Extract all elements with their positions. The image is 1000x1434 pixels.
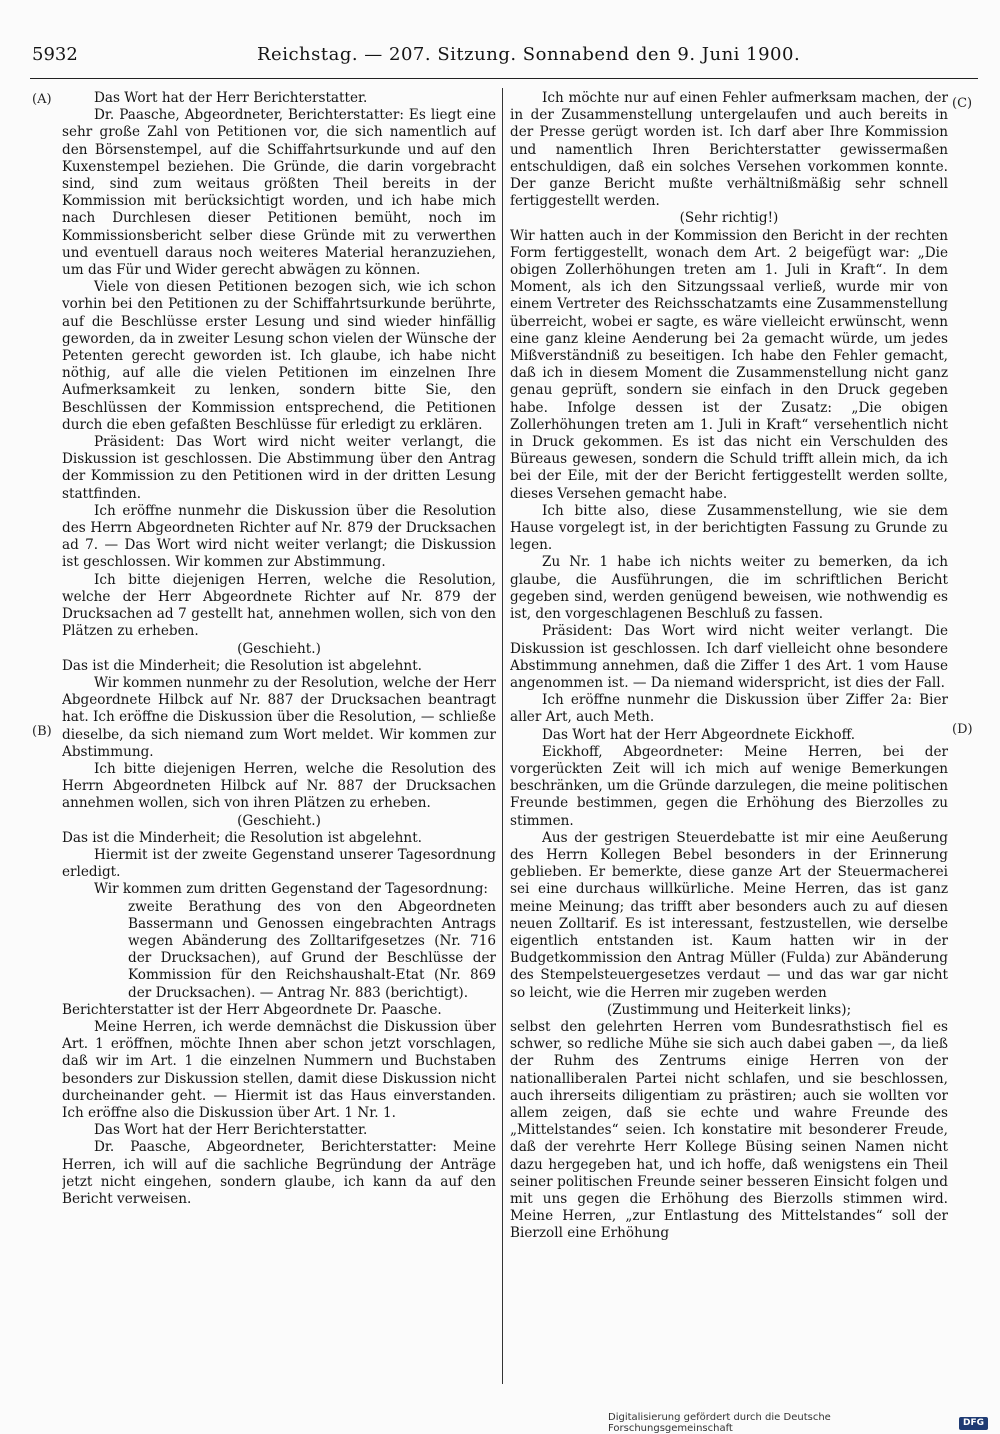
right-column-paragraph: Ich möchte nur auf einen Fehler aufmerksam machen, der in der Zusammenstellung untergelaufen und auch bereits in der Presse gerügt worden ist. Ich darf aber Ihre Kommission und namentlich Ihren Berichterstatter gewissermaßen entschuldigen, daß ein solches Versehen vorkommen konnte. Der ganze Bericht mußte verhältnißmäßig sehr schnell fertiggestellt werden. [510, 90, 948, 210]
left-column-paragraph: Das ist die Minderheit; die Resolution ist abgelehnt. [62, 829, 422, 846]
margin-mark-c: (C) [952, 96, 973, 111]
right-column [510, 90, 948, 1380]
left-column-paragraph: Hiermit ist der zweite Gegenstand unserer Tagesordnung erledigt. [62, 846, 496, 881]
digitization-credit: Digitalisierung gefördert durch die Deutsche Forschungsgemeinschaft [608, 1412, 831, 1434]
left-column-paragraph: (Geschieht.) [237, 812, 321, 829]
left-column-paragraph: zweite Berathung des von den Abgeordneten Bassermann und Genossen eingebrachten Antrags wegen Abänderung des Zolltarifgesetzes (Nr. 716 der Drucksachen), auf Grund der Beschlüsse der Kommission für den Reichshaushalt-Etat (Nr. 869 der Drucksachen). — Antrag Nr. 883 (berichtigt). [128, 898, 496, 1001]
right-column-paragraph: Aus der gestrigen Steuerdebatte ist mir eine Aeußerung des Herrn Kollegen Bebel besonders in der Erinnerung geblieben. Er bemerkte, diese ganze Art der Steuermacherei sei eine durchaus willkürliche. Meine Herren, das ist ganz meine Meinung; das trifft aber besonders auch zu auf diesen neuen Zolltarif. Es ist interessant, festzustellen, wie derselbe eigentlich entstanden ist. Kaum hatten wir in der Budgetkommission den Antrag Müller (Fulda) zur Abänderung des Stempelsteuergesetzes verdaut — und das war gar nicht so leicht, wie die Herren mir zugeben werden [510, 829, 948, 1001]
dfg-logo: DFG [959, 1417, 988, 1430]
left-column-paragraph: Meine Herren, ich werde demnächst die Diskussion über Art. 1 eröffnen, möchte Ihnen aber schon jetzt vorschlagen, daß wir im Art. 1 die einzelnen Nummern und Buchstaben besonders zur Diskussion stellen, damit diese Diskussion nicht durcheinander geht. — Hiermit ist das Haus einverstanden. Ich eröffne also die Diskussion über Art. 1 Nr. 1. [62, 1018, 496, 1121]
right-column-paragraph: Ich bitte also, diese Zusammenstellung, wie sie dem Hause vorgelegt ist, in der berichtigten Fassung zu Grunde zu legen. [510, 502, 948, 554]
margin-mark-a: (A) [32, 92, 52, 107]
footer [608, 1412, 988, 1434]
left-column [62, 90, 496, 1380]
right-column-paragraph: Wir hatten auch in der Kommission den Bericht in der rechten Form fertiggestellt, wonach dem Art. 2 beigefügt war: „Die obigen Zollerhöhungen treten am 1. Juli in Kraft“. In dem Moment, als ich den Sitzungssaal verließ, wurde mir von einem Vertreter des Reichsschatzamts eine Zusammenstellung überreicht, wobei er sagte, es wäre vielleicht erwünscht, wenn eine ganz kleine Aenderung bei 2a gemacht würde, um jedes Mißverständniß zu beseitigen. Ich habe den Fehler gemacht, daß ich in diesem Moment die Zusammenstellung nicht ganz genau geprüft, sondern sie einfach in den Druck gegeben habe. Infolge dessen ist der Zusatz: „Die obigen Zollerhöhungen treten am 1. Juli in Kraft“ versehentlich nicht in Druck gekommen. Es ist das nicht ein Verschulden des Büreaus gewesen, sondern die Schuld trifft allein mich, da ich bei der Eile, mit der der Bericht fertiggestellt werden sollte, dieses Versehen gemacht habe. [510, 227, 948, 502]
left-column-paragraph: Ich bitte diejenigen Herren, welche die Resolution, welche der Herr Abgeordnete Richter auf Nr. 879 der Drucksachen ad 7 gestellt hat, annehmen wollen, sich von den Plätzen zu erheben. [62, 571, 496, 640]
right-column-paragraph: selbst den gelehrten Herren vom Bundesrathstisch fiel es schwer, so redliche Mühe sie sich auch dabei gaben —, da ließ der Ruhm des Zentrums einige Herren von der nationalliberalen Partei nicht schlafen, und sie beschlossen, auch ihrerseits diligentiam zu prästiren; auch sie wollten vor allem zeigen, daß sie echte und wahre Freunde des „Mittelstandes“ seien. Ich konstatire mit besonderer Freude, daß der verehrte Herr Kollege Büsing seinen Namen nicht dazu hergegeben hat, und ich hoffe, daß wenigstens ein Theil seiner politischen Freunde seiner besseren Einsicht folgen und mit uns gegen die Erhöhung des Bierzolls stimmen wird. Meine Herren, „zur Entlastung des Mittelstandes“ soll der Bierzoll eine Erhöhung [510, 1018, 948, 1242]
left-column-paragraph: Präsident: Das Wort wird nicht weiter verlangt, die Diskussion ist geschlossen. Die Abstimmung über den Antrag der Kommission zu den Petitionen wird in der dritten Lesung stattfinden. [62, 434, 496, 502]
left-column-paragraph: Dr. Paasche, Abgeordneter, Berichterstatter: Meine Herren, ich will auf die sachliche Begründung der Anträge jetzt nicht eingehen, sondern glaube, ich kann da auf den Bericht verweisen. [62, 1139, 496, 1207]
page-number: 5932 [32, 44, 78, 65]
left-column-paragraph: Wir kommen zum dritten Gegenstand der Tagesordnung: [94, 881, 489, 898]
left-column-paragraph: (Geschieht.) [237, 640, 321, 657]
left-column-paragraph: Ich eröffne nunmehr die Diskussion über die Resolution des Herrn Abgeordneten Richter auf Nr. 879 der Drucksachen ad 7. — Das Wort wird nicht weiter verlangt; die Diskussion ist geschlossen. Wir kommen zur Abstimmung. [62, 502, 496, 571]
right-column-paragraph: Ich eröffne nunmehr die Diskussion über Ziffer 2a: Bier aller Art, auch Meth. [510, 692, 948, 726]
left-column-paragraph: Das Wort hat der Herr Berichterstatter. [94, 90, 368, 106]
right-column-paragraph: Zu Nr. 1 habe ich nichts weiter zu bemerken, da ich glaube, die Ausführungen, die im schriftlichen Bericht gegeben sind, werden genügend beweisen, wie nothwendig es ist, den vorgeschlagenen Beschluß zu fassen. [510, 554, 948, 623]
running-title: Reichstag. — 207. Sitzung. Sonnabend den 9. Juni 1900. [257, 44, 801, 65]
right-column-paragraph: Eickhoff, Abgeordneter: Meine Herren, bei der vorgerückten Zeit will ich mich auf wenige Bemerkungen beschränken, um die Gründe darzulegen, die meine politischen Freunde bestimmen, gegen die Erhöhung des Bierzolles zu stimmen. [510, 743, 948, 829]
header-rule [30, 78, 978, 79]
left-column-paragraph: Viele von diesen Petitionen bezogen sich, wie ich schon vorhin bei den Petitionen zu der Schiffahrtsurkunde berührte, auf die Beschlüsse erster Lesung und sind wieder hinfällig geworden, da in zweiter Lesung schon vielen der Wünsche der Petenten gerecht geworden ist. Ich glaube, ich habe nicht nöthig, auf alle die vielen Petitionen im einzelnen Ihre Aufmerksamkeit zu lenken, sondern bitte Sie, den Beschlüssen der Kommission entsprechend, die Petitionen durch die eben gefaßten Beschlüsse für erledigt zu erklären. [62, 279, 496, 433]
left-column-paragraph: Ich bitte diejenigen Herren, welche die Resolution des Herrn Abgeordneten Hilbck auf Nr. 887 der Drucksachen annehmen wollen, sich von ihren Plätzen zu erheben. [62, 760, 496, 812]
margin-mark-b: (B) [32, 724, 52, 739]
left-column-paragraph: Das Wort hat der Herr Berichterstatter. [94, 1122, 368, 1139]
right-column-paragraph: Präsident: Das Wort wird nicht weiter verlangt. Die Diskussion ist geschlossen. Ich darf vielleicht ohne besondere Abstimmung annehmen, daß die Ziffer 1 des Art. 1 vom Hause angenommen ist. — Da niemand widerspricht, ist dies der Fall. [510, 623, 948, 691]
margin-mark-d: (D) [952, 722, 973, 737]
column-divider [502, 88, 503, 1384]
right-column-paragraph: (Sehr richtig!) [679, 210, 779, 227]
left-column-paragraph: Das ist die Minderheit; die Resolution ist abgelehnt. [62, 657, 422, 674]
right-column-paragraph: Das Wort hat der Herr Abgeordnete Eickhoff. [542, 726, 856, 743]
left-column-paragraph: Berichterstatter ist der Herr Abgeordnete Dr. Paasche. [62, 1001, 442, 1018]
left-column-paragraph: Dr. Paasche, Abgeordneter, Berichterstatter: Es liegt eine sehr große Zahl von Petitionen vor, die sich namentlich auf den Börsenstempel, auf die Schiffahrtsurkunde und auf den Kuxenstempel beziehen. Die Gründe, die darin vorgebracht sind, sind zum weitaus größten Theil bereits in der Kommission mit berücksichtigt worden, und ich habe mich nach Durchlesen dieser Petitionen bemüht, noch im Kommissionsbericht selber diese Gründe mit zu verwerthen und eventuell daraus noch weiteres Material heranzuziehen, um das Für und Wider gerecht abwägen zu können. [62, 107, 496, 279]
left-column-paragraph: Wir kommen nunmehr zu der Resolution, welche der Herr Abgeordnete Hilbck auf Nr. 887 der Drucksachen beantragt hat. Ich eröffne die Diskussion über die Resolution, — schließe dieselbe, da sich niemand zum Wort meldet. Wir kommen zur Abstimmung. [62, 674, 496, 760]
right-column-paragraph: (Zustimmung und Heiterkeit links); [606, 1001, 852, 1018]
page-header [32, 44, 977, 72]
